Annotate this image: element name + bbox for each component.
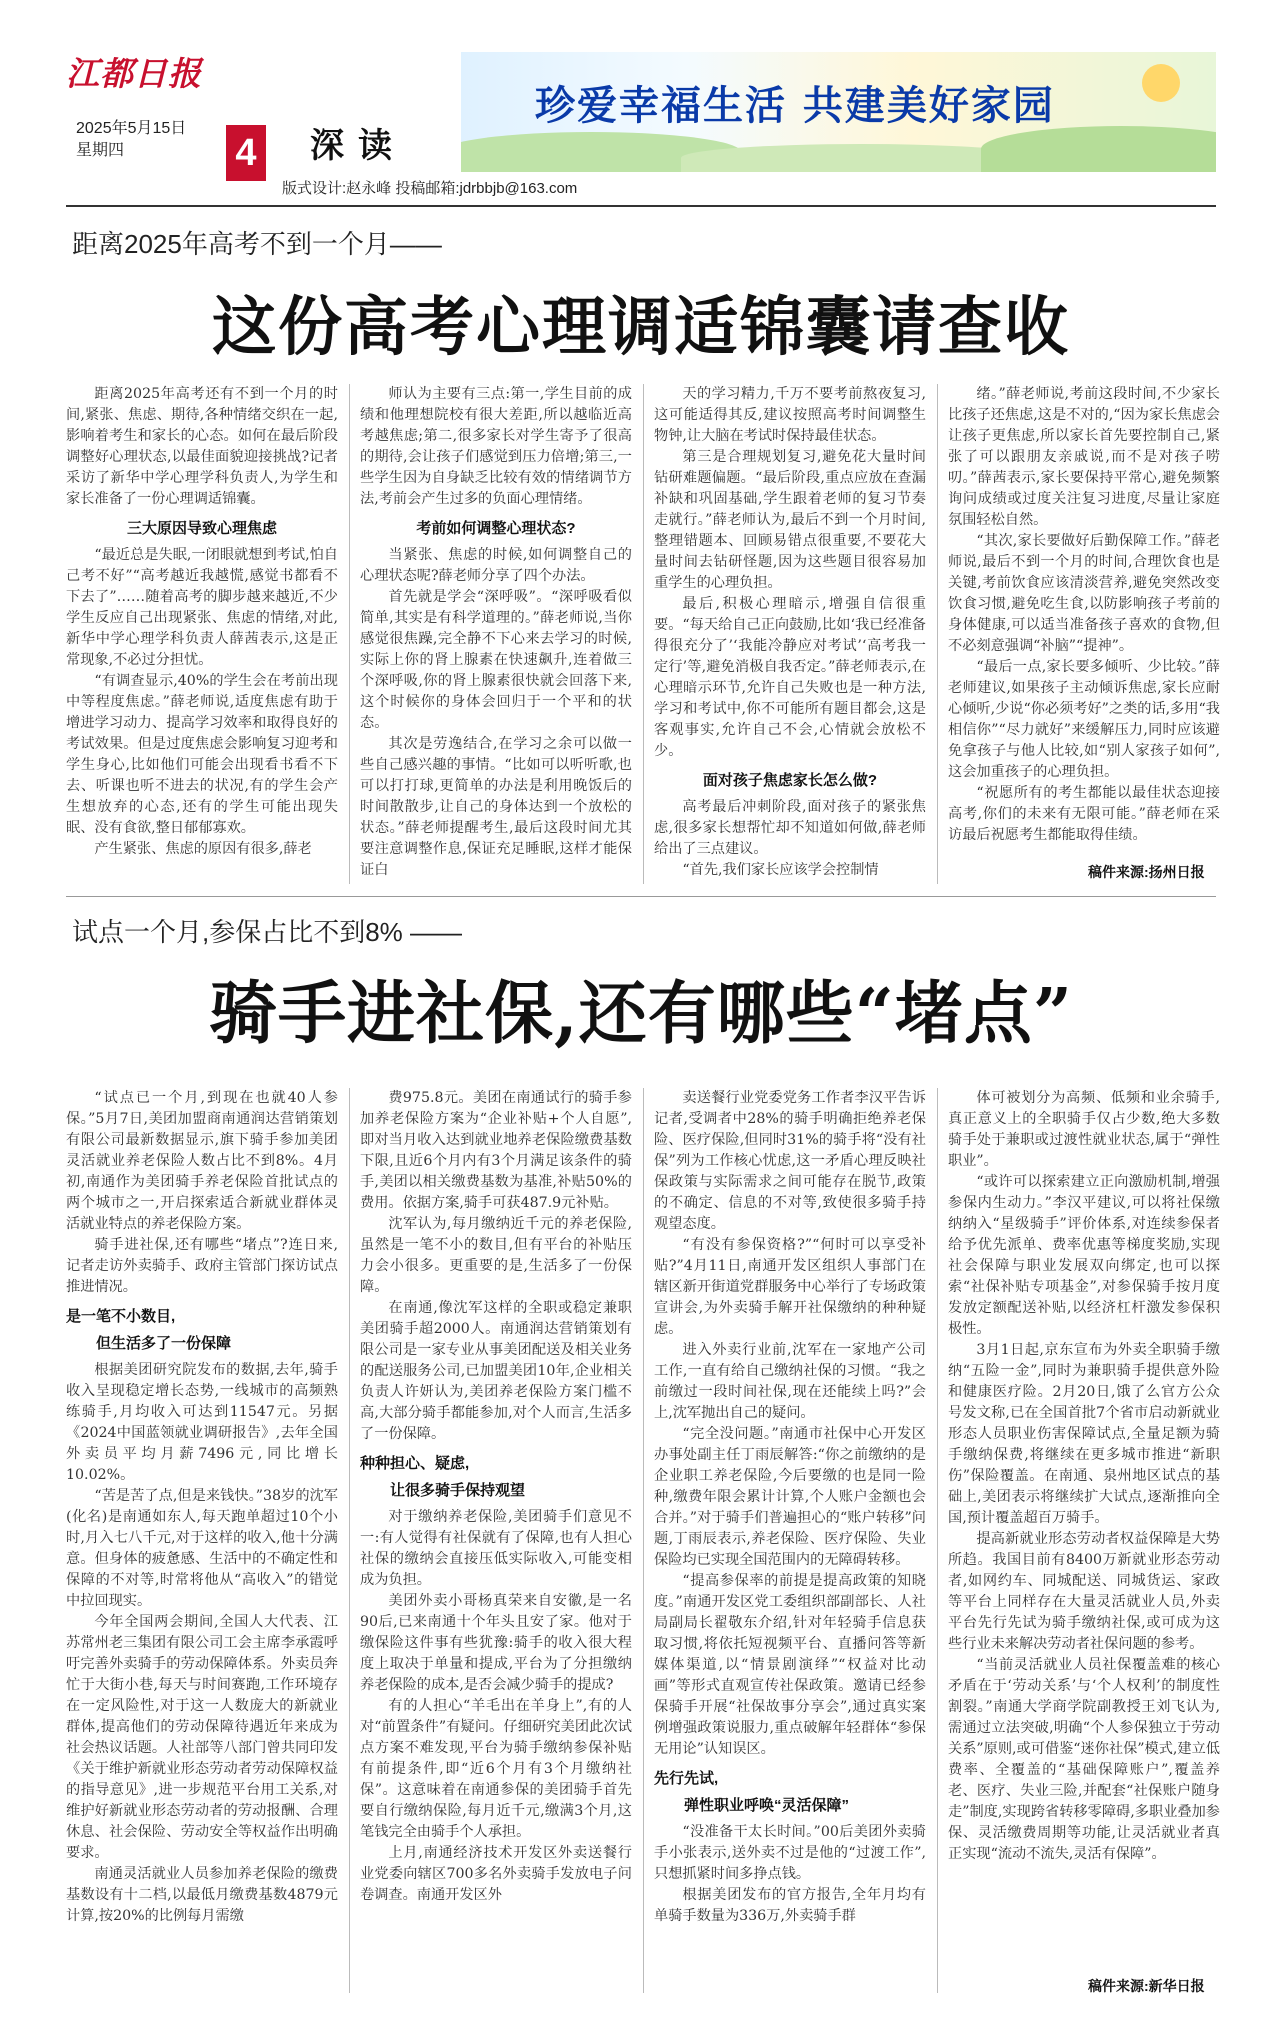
article1-headline: 这份高考心理调适锦囊请查收 <box>212 290 1070 365</box>
column-rule <box>937 1088 938 1993</box>
paragraph: “最后一点,家长要多倾听、少比较。”薛老师建议,如果孩子主动倾诉焦虑,家长应耐心倾听,少说“你必须考好”之类的话,多用“我相信你”“尽力就好”来缓解压力,同时应该避免拿孩子与他人比较,如“别人家孩子如何”,这会加重孩子的心理负担。 <box>948 659 1220 780</box>
paragraph: 今年全国两会期间,全国人大代表、江苏常州老三集团有限公司工会主席李承霞呼吁完善外卖骑手的劳动保障体系。外卖员奔忙于大街小巷,每天与时间赛跑,工作环境存在一定风险性,对于这一人数庞大的新就业群体,提高他们的劳动保障待遇近年来成为社会热议话题。人社部等八部门曾共同印发《关于维护新就业形态劳动者劳动保障权益的指导意见》,进一步规范平台用工关系,对维护好新就业形态劳动者的劳动报酬、合理休息、社会保险、劳动安全等权益作出明确要求。 <box>66 1614 338 1861</box>
column-rule <box>937 384 938 884</box>
paragraph: 其次是劳逸结合,在学习之余可以做一些自己感兴趣的事情。“比如可以听听歌,也可以打打球,更简单的办法是利用晚饭后的时间散散步,让自己的身体达到一个放松的状态。”薛老师提醒考生,最后这段时间尤其要注意调整作息,保证充足睡眠,这样才能保证白 <box>360 736 632 878</box>
article1-column-4 <box>948 384 1220 854</box>
slogan-banner <box>461 52 1216 172</box>
subheading: 先行先试, <box>654 1770 719 1787</box>
hill-decoration <box>981 126 1216 172</box>
paragraph: 沈军认为,每月缴纳近千元的养老保险,虽然是一笔不小的数目,但有平台的补贴压力会小很多。更重要的是,生活多了一份保障。 <box>360 1216 632 1295</box>
paragraph: “首先,我们家长应该学会控制情 <box>682 862 879 878</box>
paragraph: “有没有参保资格?”“何时可以享受补贴?”4月11日,南通开发区组织人事部门在辖区新开街道党群服务中心举行了专场政策宣讲会,为外卖骑手解开社保缴纳的种种疑虑。 <box>654 1237 926 1337</box>
divider <box>66 896 1216 897</box>
paragraph: 最后,积极心理暗示,增强自信很重要。“每天给自己正向鼓励,比如‘我已经准备得很充分了’‘我能冷静应对考试’‘高考我一定行’等,避免消极自我否定。”薛老师表示,在心理暗示环节,允许自己失败也是一种方法,学习和考试中,你不可能所有题目都会,这是客观事实,允许自己不会,心情就会放松不少。 <box>654 596 926 759</box>
newspaper-logo: 江都日报 <box>66 54 202 93</box>
column-rule <box>349 1088 350 1993</box>
paragraph: 3月1日起,京东宣布为外卖全职骑手缴纳“五险一金”,同时为兼职骑手提供意外险和健康医疗险。2月20日,饿了么官方公众号发文称,已在全国首批7个省市启动新就业形态人员职业伤害保障试点,全量足额为骑手缴纳保费,将继续在更多城市推进“新职伤”保险覆盖。在南通、泉州地区试点的基础上,美团表示将继续扩大试点,逐渐推向全国,预计覆盖超百万骑手。 <box>948 1342 1220 1526</box>
weekday-text: 星期四 <box>76 142 125 159</box>
banner-slogan: 珍爱幸福生活 共建美好家园 <box>535 82 1055 129</box>
column-rule <box>643 1088 644 1993</box>
article1-column-3 <box>654 384 926 884</box>
paragraph: “有调查显示,40%的学生会在考前出现中等程度焦虑。”薛老师说,适度焦虑有助于增进学习动力、提高学习效率和取得良好的考试效果。但是过度焦虑会影响复习迎考和学生身心,比如他们可能会出现看书看不下去、听课也听不进去的状况,有的学生会产生想放弃的心态,还有的学生可能出现失眠、没有食欲,整日郁郁寡欢。 <box>66 673 338 836</box>
paragraph: “完全没问题。”南通市社保中心开发区办事处副主任丁雨辰解答:“你之前缴纳的是企业职工养老保险,今后要缴的也是同一险种,缴费年限会累计计算,个人账户金额也会合并。”对于骑手们普遍担心的“账户转移”问题,丁雨辰表示,养老保险、医疗保险、失业保险均已实现全国范围内的无障碍转移。 <box>654 1426 926 1568</box>
article2-column-2 <box>360 1088 632 1993</box>
subheading: 是一笔不小数目, <box>66 1308 176 1325</box>
subheading: 弹性职业呼唤“灵活保障” <box>684 1797 850 1814</box>
subheading: 让很多骑手保持观望 <box>390 1482 526 1499</box>
article1-column-1 <box>66 384 338 884</box>
divider <box>66 205 1216 207</box>
paragraph: 美团外卖小哥杨真荣来自安徽,是一名90后,已来南通十个年头且安了家。他对于缴保险这件事有些犹豫:骑手的收入很大程度上取决于单量和提成,平台为了分担缴纳养老保险的成本,是否会减少骑手的提成? <box>360 1593 632 1693</box>
paragraph: 上月,南通经济技术开发区外卖送餐行业党委向辖区700多名外卖骑手发放电子问卷调查。南通开发区外 <box>360 1845 632 1903</box>
subheading: 但生活多了一份保障 <box>96 1335 232 1352</box>
article2-headline: 骑手进社保,还有哪些“堵点” <box>209 974 1073 1054</box>
article1-kicker: 距离2025年高考不到一个月—— <box>72 229 442 259</box>
article2-column-4 <box>948 1088 1220 1966</box>
sun-icon <box>1142 64 1180 102</box>
masthead <box>66 48 214 198</box>
paragraph: 当紧张、焦虑的时候,如何调整自己的心理状态呢?薛老师分享了四个办法。 <box>360 547 632 584</box>
subheading: 种种担心、疑虑, <box>360 1455 470 1472</box>
paragraph: 有的人担心“羊毛出在羊身上”,有的人对“前置条件”有疑问。仔细研究美团此次试点方案不难发现,平台为骑手缴纳参保补贴有前提条件,即“近6个月有3个月缴纳社保”。这意味着在南通参保的美团骑手首先要自行缴纳保险,每月近千元,缴满3个月,这笔钱完全由骑手个人承担。 <box>360 1698 632 1840</box>
paragraph: 费975.8元。美团在南通试行的骑手参加养老保险方案为“企业补贴+个人自愿”,即对当月收入达到就业地养老保险缴费基数下限,且近6个月内有3个月满足该条件的骑手,美团以相关缴费基数为基准,补贴50%的费用。依据方案,骑手可获487.9元补贴。 <box>360 1090 632 1211</box>
paragraph: 提高新就业形态劳动者权益保障是大势所趋。我国目前有8400万新就业形态劳动者,如网约车、同城配送、同城货运、家政等平台上同样存在大量灵活就业人员,外卖平台先行先试为骑手缴纳社保,或可成为这些行业未来解决劳动者社保问题的参考。 <box>948 1531 1220 1652</box>
paragraph: “或许可以探索建立正向激励机制,增强参保内生动力。”李汉平建议,可以将社保缴纳纳入“星级骑手”评价体系,对连续参保者给予优先派单、费率优惠等梯度奖励,实现社会保障与职业发展双向绑定,也可以探索“社保补贴专项基金”,对参保骑手按月度发放定额配送补贴,以经济杠杆激发参保积极性。 <box>948 1174 1220 1337</box>
paragraph: 首先就是学会“深呼吸”。“深呼吸看似简单,其实是有科学道理的。”薛老师说,当你感觉很焦躁,完全静不下心来去学习的时候,实际上你的肾上腺素在快速飙升,连着做三个深呼吸,你的肾上腺素很快就会回落下来,这个时候你的身体会回归于一个平和的状态。 <box>360 589 632 731</box>
article2-column-1 <box>66 1088 338 1993</box>
paragraph: “其次,家长要做好后勤保障工作。”薛老师说,最后不到一个月的时间,合理饮食也是关键,考前饮食应该清淡营养,避免突然改变饮食习惯,避免吃生食,以防影响孩子考前的身体健康,可以适当准备孩子喜欢的食物,但不必刻意强调“补脑”“提神”。 <box>948 533 1220 654</box>
issue-date <box>76 118 186 162</box>
paragraph: “祝愿所有的考生都能以最佳状态迎接高考,你们的未来有无限可能。”薛老师在采访最后祝愿考生都能取得佳绩。 <box>948 785 1220 843</box>
subheading: 考前如何调整心理状态? <box>416 520 576 537</box>
paragraph: “最近总是失眠,一闭眼就想到考试,怕自己考不好”“高考越近我越慌,感觉书都看不下去了”……随着高考的脚步越来越近,不少学生反应自己出现紧张、焦虑的情绪,对此,新华中学心理学科负责人薛茜表示,这是正常现象,不必过分担忧。 <box>66 547 338 668</box>
paragraph: 产生紧张、焦虑的原因有很多,薛老 <box>94 841 312 857</box>
subheading: 三大原因导致心理焦虑 <box>126 520 277 537</box>
paragraph: “没准备干太长时间。”00后美团外卖骑手小张表示,送外卖不过是他的“过渡工作”,只想抓紧时间多挣点钱。 <box>654 1824 926 1882</box>
paragraph: 高考最后冲刺阶段,面对孩子的紧张焦虑,很多家长想帮忙却不知道如何做,薛老师给出了三点建议。 <box>654 799 926 857</box>
article1-column-2 <box>360 384 632 884</box>
paragraph: 第三是合理规划复习,避免花大量时间钻研难题偏题。“最后阶段,重点应放在查漏补缺和巩固基础,学生跟着老师的复习节奏走就行。”薛老师认为,最后不到一个月时间,整理错题本、回顾易错点很重要,不要花大量时间去钻研怪题,因为这些题目很容易加重学生的心理负担。 <box>654 449 926 591</box>
article2-source: 稿件来源:新华日报 <box>1088 1978 1205 1994</box>
paragraph: 天的学习精力,千万不要考前熬夜复习,这可能适得其反,建议按照高考时间调整生物钟,让大脑在考试时保持最佳状态。 <box>654 386 926 444</box>
subheading: 面对孩子焦虑家长怎么做? <box>702 772 878 789</box>
section-title: 深读 <box>310 126 406 166</box>
paragraph: 绪。”薛老师说,考前这段时间,不少家长比孩子还焦虑,这是不对的,“因为家长焦虑会让孩子更焦虑,所以家长首先要控制自己,紧张了可以跟朋友亲戚说,而不是对孩子唠叨。”薛茜表示,家长要保持平常心,避免频繁询问成绩或过度关注复习进度,尽量让家庭氛围轻松自然。 <box>948 386 1220 528</box>
date-text: 2025年5月15日 <box>76 120 187 137</box>
paragraph: “提高参保率的前提是提高政策的知晓度。”南通开发区党工委组织部副部长、人社局副局长翟敬东介绍,针对年轻骑手信息获取习惯,将依托短视频平台、直播问答等新媒体渠道,以“情景剧演绎”“权益对比动画”等形式直观宣传社保政策。邀请已经参保骑手开展“社保故事分享会”,通过真实案例增强政策说服力,重点破解年轻群体“参保无用论”认知误区。 <box>654 1573 926 1757</box>
paragraph: “当前灵活就业人员社保覆盖难的核心矛盾在于‘劳动关系’与‘个人权利’的制度性割裂。”南通大学商学院副教授王刘飞认为,需通过立法突破,明确“个人参保独立于劳动关系”原则,或可借鉴“迷你社保”模式,建立低费率、全覆盖的“基础保障账户”,覆盖养老、医疗、失业三险,并配套“社保账户随身走”制度,实现跨省转移零障碍,多职业叠加参保、灵活缴费周期等功能,让灵活就业者真正实现“流动不流失,灵活有保障”。 <box>948 1657 1220 1862</box>
paragraph: 根据美团研究院发布的数据,去年,骑手收入呈现稳定增长态势,一线城市的高频熟练骑手,月均收入可达到11547元。另据《2024中国蓝领就业调研报告》,去年全国外卖员平均月薪7496元,同比增长10.02%。 <box>66 1362 338 1483</box>
paragraph: 师认为主要有三点:第一,学生目前的成绩和他理想院校有很大差距,所以越临近高考越焦虑;第二,很多家长对学生寄予了很高的期待,会让孩子们感觉到压力倍增;第三,一些学生因为自身缺乏比较有效的情绪调节方法,考前会产生过多的负面心理情绪。 <box>360 386 632 507</box>
article2-column-3 <box>654 1088 926 1993</box>
paragraph: 进入外卖行业前,沈军在一家地产公司工作,一直有给自己缴纳社保的习惯。“我之前缴过一段时间社保,现在还能续上吗?”会上,沈军抛出自己的疑问。 <box>654 1342 926 1421</box>
paragraph: 卖送餐行业党委党务工作者李汉平告诉记者,受调者中28%的骑手明确拒绝养老保险、医疗保险,但同时31%的骑手将“没有社保”列为工作核心忧虑,这一矛盾心理反映社保政策与实际需求之间可能存在脱节,政策的不确定、信息的不对等,致使很多骑手持观望态度。 <box>654 1090 926 1232</box>
article1-source: 稿件来源:扬州日报 <box>1088 864 1205 880</box>
paragraph: 骑手进社保,还有哪些“堵点”?连日来,记者走访外卖骑手、政府主管部门探访试点推进情况。 <box>66 1237 338 1295</box>
paragraph: 体可被划分为高频、低频和业余骑手,真正意义上的全职骑手仅占少数,绝大多数骑手处于兼职或过渡性就业状态,属于“弹性职业”。 <box>948 1090 1220 1169</box>
paragraph: “苦是苦了点,但是来钱快。”38岁的沈军(化名)是南通如东人,每天跑单超过10个小时,月入七八千元,对于这样的收入,他十分满意。但身体的疲惫感、生活中的不确定性和保障的不对等,时常将他从“高收入”的错觉中拉回现实。 <box>66 1488 338 1609</box>
paragraph: 在南通,像沈军这样的全职或稳定兼职美团骑手超2000人。南通润达营销策划有限公司是一家专业从事美团配送及相关业务的配送服务公司,已加盟美团10年,企业相关负责人许妍认为,美团养老保险方案门槛不高,大部分骑手都能参加,对个人而言,生活多了一份保障。 <box>360 1300 632 1442</box>
paragraph: 距离2025年高考还有不到一个月的时间,紧张、焦虑、期待,各种情绪交织在一起,影响着考生和家长的心态。如何在最后阶段调整好心理状态,以最佳面貌迎接挑战?记者采访了新华中学心理学科负责人,为学生和家长准备了一份心理调适锦囊。 <box>66 386 338 507</box>
paragraph: 南通灵活就业人员参加养老保险的缴费基数设有十二档,以最低月缴费基数4879元计算,按20%的比例每月需缴 <box>66 1866 338 1924</box>
paragraph: 根据美团发布的官方报告,全年月均有单骑手数量为336万,外卖骑手群 <box>654 1887 926 1924</box>
column-rule <box>349 384 350 884</box>
page-number: 4 <box>226 125 266 181</box>
paragraph: “试点已一个月,到现在也就40人参保。”5月7日,美团加盟商南通润达营销策划有限公司最新数据显示,旗下骑手参加美团灵活就业养老保险人数占比不到8%。4月初,南通作为美团骑手养老保险首批试点的两个城市之一,开启探索适合新就业群体灵活就业特点的养老保险方案。 <box>66 1090 338 1232</box>
layout-credit: 版式设计:赵永峰 投稿邮箱:jdrbbjb@163.com <box>282 180 578 197</box>
article2-kicker: 试点一个月,参保占比不到8% —— <box>72 917 463 947</box>
column-rule <box>643 384 644 884</box>
paragraph: 对于缴纳养老保险,美团骑手们意见不一:有人觉得有社保就有了保障,也有人担心社保的缴纳会直接压低实际收入,可能变相成为负担。 <box>360 1509 632 1588</box>
